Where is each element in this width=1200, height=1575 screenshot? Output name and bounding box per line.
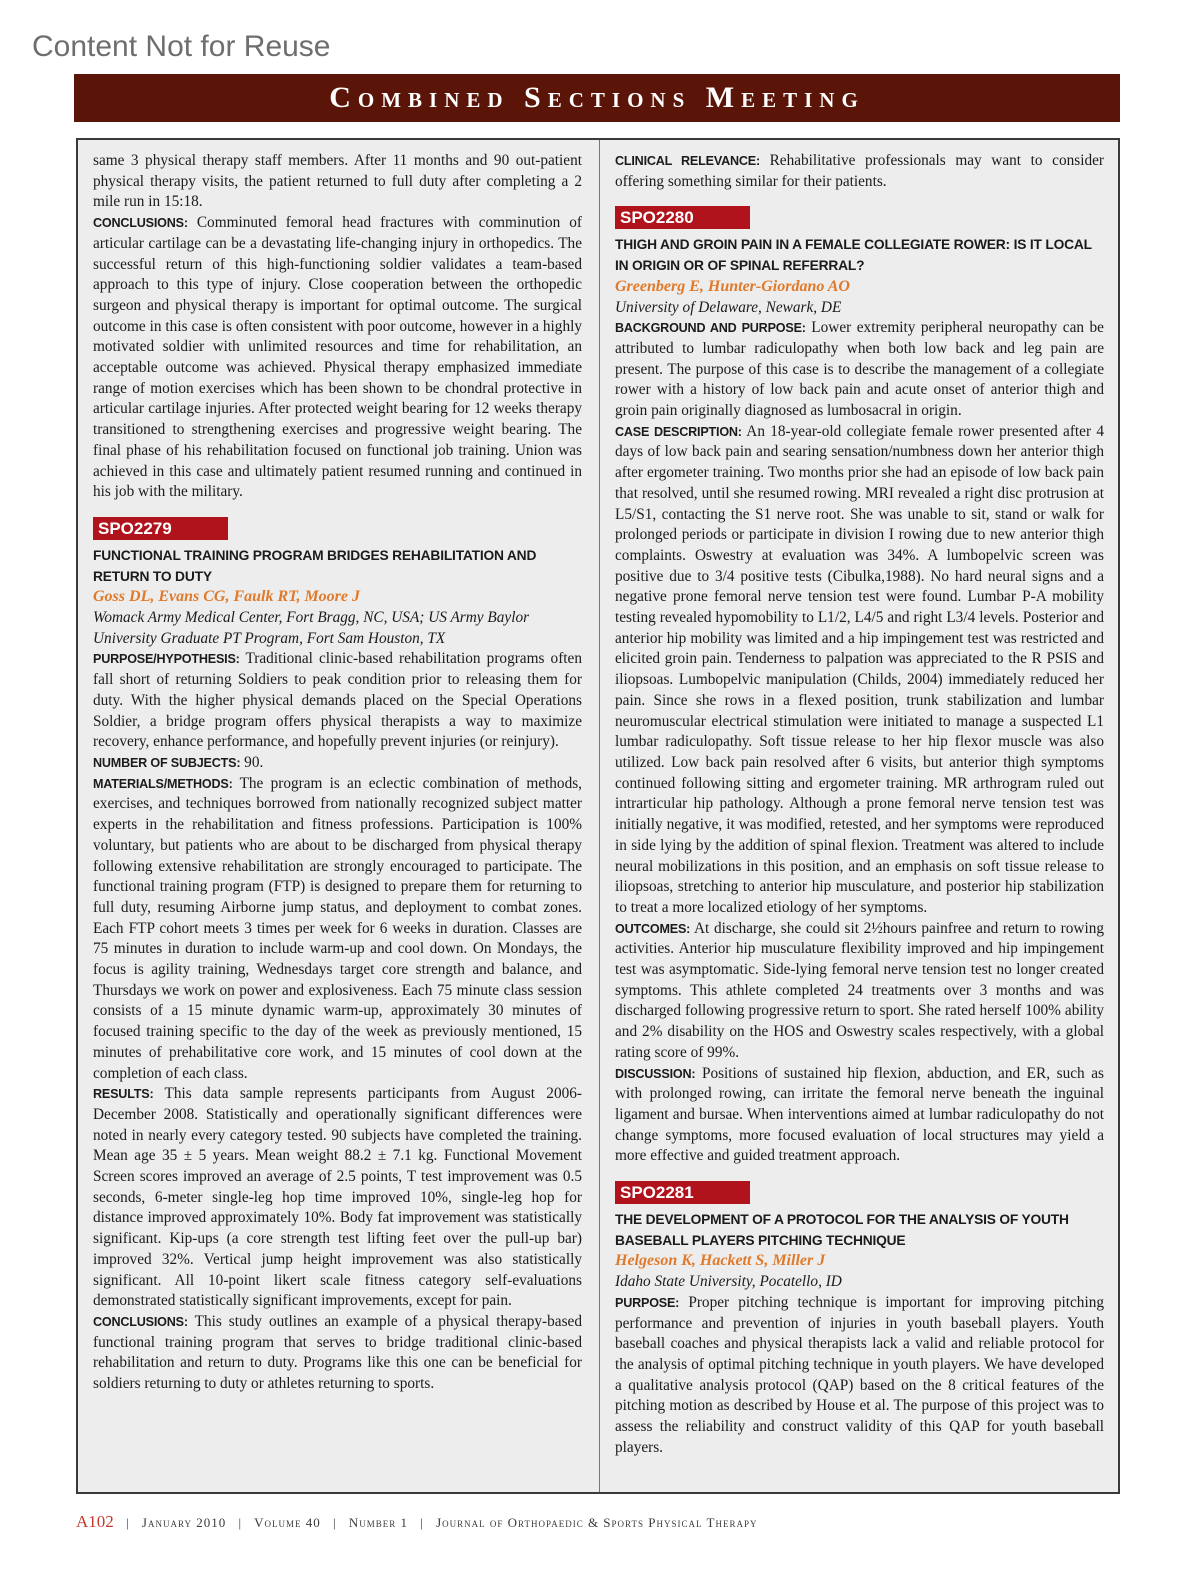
footer-date: January 2010 (141, 1515, 227, 1530)
section-paragraph (93, 1084, 582, 1312)
section-paragraph (93, 753, 582, 774)
abstract-title: THE DEVELOPMENT OF A PROTOCOL FOR THE ANALYSIS OF YOUTH BASEBALL PLAYERS PITCHING TECHNIQUE (615, 1212, 1069, 1248)
footer-journal: Journal of Orthopaedic & Sports Physical Therapy (436, 1515, 758, 1530)
section-paragraph (615, 919, 1104, 1064)
section-paragraph (93, 649, 582, 753)
abstract-authors: Greenberg E, Hunter-Giordano AO (615, 277, 850, 295)
abstract-id-badge: SPO2281 (615, 1181, 750, 1204)
abstract-affiliation: Idaho State University, Pocatello, ID (615, 1273, 842, 1291)
section-label: OUTCOMES: (615, 921, 691, 936)
section-text: Proper pitching technique is important for improving pitching performance and prevention of injuries in youth baseball players. Youth baseball coaches and physical therapists lack a valid and reliable protocol for the analysis of optimal pitching technique in youth players. We have developed a qualitative analysis protocol (QAP) based on the 8 critical features of the pitching motion as described by House et al. The purpose of this project was to assess the reliability and construct validity of this QAP for youth baseball players. (615, 1293, 1105, 1456)
footer-volume: Volume 40 (254, 1515, 321, 1530)
section-banner: Combined Sections Meeting (74, 74, 1120, 122)
section-text: Comminuted femoral head fractures with comminution of articular cartilage can be a devastating life-changing injury in orthopedics. The successful return of this high-functioning soldier validates a team-based approach to this type of injury. Close cooperation between the orthopedic surgeon and physical therapy is important for optimal outcome. The surgical outcome in this case is often consistent with poor outcome, however in a highly motivated soldier with unlimited resources and time for rehabilitation, an acceptable outcome was achieved. Physical therapy emphasized immediate range of motion exercises which has been shown to be chondral protective in articular cartilage injuries. After protected weight bearing for 12 weeks therapy transitioned to strengthening exercises and progressive weight bearing. The final phase of his rehabilitation focused on functional job training. Union was achieved in this case and ultimately patient resumed running and continued in his job with the military. (93, 214, 582, 501)
section-text: Traditional clinic-based rehabilitation programs often fall short of returning Soldiers to peak condition prior to releasing them for duty. With the higher physical demands placed on the Special Operations Soldier, a bridge program offers physical therapists a way to maximize recovery, enhance performance, and hopefully prevent injuries (or reinjury). (93, 650, 582, 751)
section-label: CONCLUSIONS: (93, 216, 188, 231)
abstract-authors: Helgeson K, Hackett S, Miller J (615, 1252, 826, 1270)
clinical-relevance-paragraph (615, 151, 1104, 192)
section-label: CASE DESCRIPTION: (615, 424, 742, 439)
section-label: PURPOSE: (615, 1295, 680, 1310)
section-label: RESULTS: (93, 1087, 154, 1102)
section-text: Rehabilitative professionals may want to consider offering something similar for their patients. (615, 152, 1105, 190)
abstract-authors: Goss DL, Evans CG, Faulk RT, Moore J (93, 588, 361, 606)
section-label: MATERIALS/METHODS: (93, 776, 233, 791)
section-label: CONCLUSIONS: (93, 1314, 188, 1329)
left-column (93, 151, 582, 1395)
page-footer (76, 1512, 757, 1532)
section-label: BACKGROUND AND PURPOSE: (615, 321, 806, 336)
section-text: 90. (244, 753, 264, 771)
section-paragraph (615, 422, 1104, 919)
section-paragraph (615, 1064, 1104, 1168)
section-paragraph (615, 1293, 1104, 1459)
section-label: CLINICAL RELEVANCE: (615, 154, 760, 168)
column-divider (599, 140, 600, 1492)
abstract-id-badge: SPO2279 (93, 517, 228, 540)
abstract-id-badge: SPO2280 (615, 206, 750, 229)
conclusions-paragraph (93, 213, 582, 503)
footer-separator: | (238, 1515, 243, 1530)
abstract-affiliation: University of Delaware, Newark, DE (615, 298, 842, 316)
section-text: Lower extremity peripheral neuropathy can be attributed to lumbar radiculopathy when both low back and leg pain are present. The purpose of this case is to describe the management of a collegiate rower with a history of low back pain and acute onset of anterior thigh and groin pain originally diagnosed as lumbosacral in origin. (615, 319, 1104, 420)
section-label: PURPOSE/HYPOTHESIS: (93, 652, 240, 667)
page-number: A102 (76, 1512, 114, 1531)
section-text: The program is an eclectic combination of methods, exercises, and techniques borrowed from nationally recognized subject matter experts in the rehabilitation and fitness professions. Participation is 100% voluntary, but patients who are about to be discharged from physical therapy following extensive rehabilitation are strongly encouraged to participate. The functional training program (FTP) is designed to prepare them for returning to full duty, resuming Airborne jump status, and deployment to combat zones. Each FTP cohort meets 3 times per week for 6 weeks in duration. Classes are 75 minutes in duration to include warm-up and cool down. On Mondays, the focus is agility training, Wednesdays target core strength and balance, and Thursdays we work on power and explosiveness. Each 75 minute class session consists of a 15 minute dynamic warm-up, approximately 30 minutes of focused training specific to the day of the week as previously mentioned, 15 minutes of prehabilitative core work, and 15 minutes of cool down at the completion of each class. (93, 774, 582, 1082)
section-text: At discharge, she could sit 2½hours painfree and return to rowing activities. Anterior hip musculature flexibility improved and hip impingement test was asymptomatic. Side-lying femoral nerve tension test no longer created symptoms. This athlete completed 24 treatments over 3 months and was discharged following progressive return to sport. She rated herself 100% ability and 2% disability on the HOS and Oswestry scales respectively, with a global rating score of 99%. (615, 919, 1104, 1061)
section-paragraph (93, 1312, 582, 1395)
abstract-affiliation: Womack Army Medical Center, Fort Bragg, NC, USA; US Army Baylor University Graduate PT Program, Fort Sam Houston, TX (93, 609, 530, 647)
abstract-title: FUNCTIONAL TRAINING PROGRAM BRIDGES REHABILITATION AND RETURN TO DUTY (93, 547, 537, 584)
footer-separator: | (420, 1515, 424, 1530)
section-text: This study outlines an example of a physical therapy-based functional training program that serves to bridge traditional clinic-based rehabilitation and return to duty. Programs like this one can be beneficial for soldiers returning to duty or athletes returning to sports. (93, 1312, 582, 1393)
footer-number: Number 1 (348, 1515, 408, 1530)
footer-separator: | (332, 1515, 337, 1530)
intro-paragraph: same 3 physical therapy staff members. After 11 months and 90 out-patient physical therapy visits, the patient returned to full duty after completing a 2 mile run in 15:18. (93, 152, 582, 211)
section-text: An 18-year-old collegiate female rower presented after 4 days of low back pain and searing sensation/numbness down her anterior thigh after ergometer training. Two months prior she had an episode of low back pain that resolved, until she resumed rowing. MRI revealed a right disc protrusion at L5/S1, contacting the S1 nerve root. She was unable to sit, stand or walk for prolonged periods or participate in division I rowing due to new anterior thigh complaints. Oswestry at evaluation was 34%. A lumbopelvic screen was positive due to 3/4 positive tests (Cibulka,1988). No hard neural signs and a negative prone femoral nerve tension test were found. Lumbar P-A mobility testing revealed hypomobility to L1/2, L4/5 and right L3/4 levels. Posterior and anterior hip mobility was limited and a hip impingement test was restricted and elicited groin pain. Tenderness to palpation was appreciated to the R PSIS and iliopsoas. Lumbopelvic manipulation (Childs, 2004) immediately reduced her pain. Since she rows in a flexed position, trunk stabilization and lumbar neuromuscular electrical stimulation were initiated to manage a suspected L1 lumbar radiculopathy. Soft tissue release to her hip flexor muscle was also utilized. Low back pain resolved after 6 visits, but anterior thigh symptoms continued following sitting and ergometer training. MR arthrogram ruled out intrarticular hip pathology. Although a prone femoral nerve tension test was initially negative, it was modified, retested, and her symptoms were reproduced in side lying by the addition of spinal flexion. Treatment was altered to include neural mobilizations in this position, and an emphasis on soft tissue release to iliopsoas, stretching to anterior hip musculature, and posterior hip stabilization to treat a more localized etiology of her symptoms. (615, 422, 1104, 916)
abstract-title: THIGH AND GROIN PAIN IN A FEMALE COLLEGIATE ROWER: IS IT LOCAL IN ORIGIN OR OF SPINAL REFERRAL? (615, 237, 1092, 274)
watermark: Content Not for Reuse (32, 30, 331, 63)
section-paragraph (615, 318, 1104, 422)
footer-separator: | (126, 1515, 130, 1530)
right-column (615, 151, 1104, 1458)
section-label: DISCUSSION: (615, 1066, 696, 1081)
section-text: Positions of sustained hip flexion, abduction, and ER, such as with prolonged rowing, can irritate the femoral nerve beneath the inguinal ligament and bursae. When interventions aimed at lumbar radiculopathy do not change symptoms, more focused evaluation of local structures may yield a more effective and guided treatment approach. (615, 1064, 1104, 1165)
section-label: NUMBER OF SUBJECTS: (93, 755, 241, 770)
section-paragraph (93, 774, 582, 1085)
content-panel (76, 138, 1120, 1494)
section-text: This data sample represents participants from August 2006-December 2008. Statistically and operationally significant differences were noted in nearly every category tested. 90 subjects have completed the training. Mean age 35 ± 5 years. Mean weight 88.2 ± 7.1 kg. Functional Movement Screen scores improved an average of 2.5 points, T test improvement was 0.5 seconds, 6-meter single-leg hop time improved 10%, single-leg hop for distance improved approximately 10%. Body fat improvement was statistically significant. Kip-ups (a core strength test lifting feet over the pull-up bar) improved 32%. Vertical jump height improvement was also statistically significant. All 10-point likert scale fitness category self-evaluations demonstrated statistically significant improvements, except for pain. (93, 1085, 582, 1310)
